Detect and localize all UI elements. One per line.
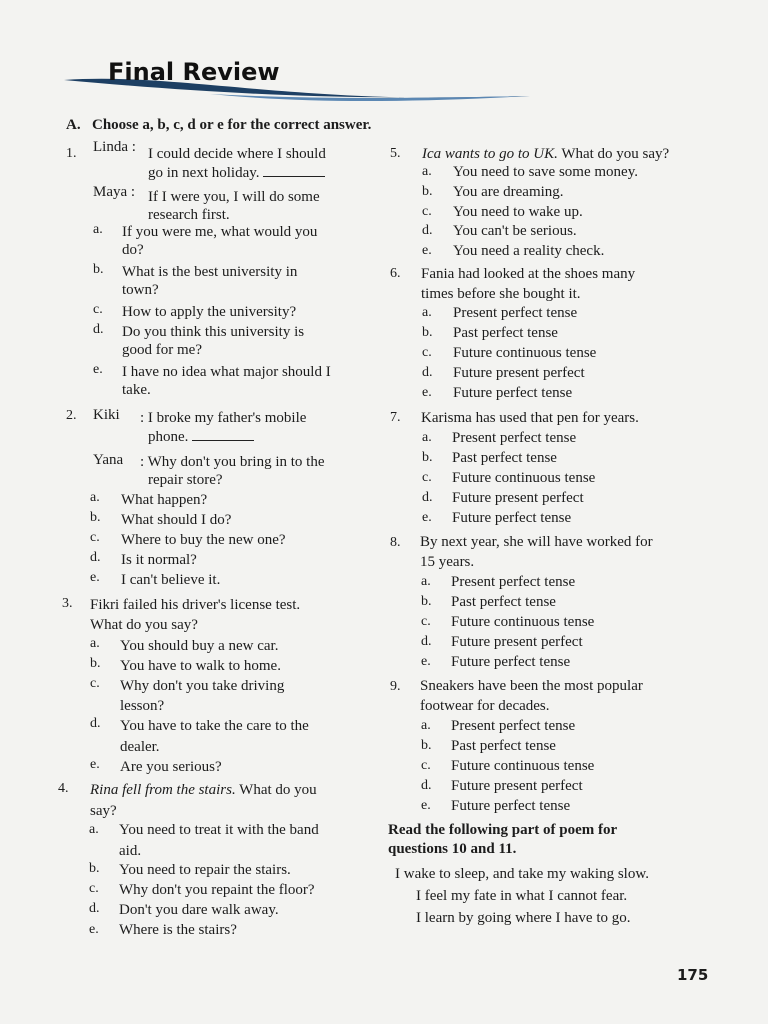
option-letter: a. [90,636,100,651]
dialog-line: research first. [148,207,230,223]
option-letter: a. [421,718,431,733]
option-letter: d. [90,716,101,731]
question-text: 15 years. [420,554,475,570]
option-letter: b. [90,510,101,525]
option-text: Future perfect tense [451,654,571,670]
option-text: Future continuous tense [452,470,596,486]
option-text: Why don't you take driving [120,678,285,694]
dialog-speaker: Linda : [93,139,136,155]
option-letter: e. [422,385,432,400]
option-letter: d. [89,901,100,916]
option-text: Don't you dare walk away. [119,902,279,918]
option-letter: c. [90,530,100,545]
option-text: Present perfect tense [453,305,578,321]
option-letter: e. [90,570,100,585]
option-text: Where to buy the new one? [121,532,286,548]
option-text: You should buy a new car. [120,638,279,654]
option-text: You are dreaming. [453,184,564,200]
option-text: I can't believe it. [121,572,221,588]
option-text: You need to wake up. [453,204,583,220]
option-text: Future continuous tense [453,345,597,361]
option-letter: e. [422,243,432,258]
option-text: What should I do? [121,512,232,528]
option-letter: c. [422,470,432,485]
option-text: You have to take the care to the [120,718,309,734]
option-text: town? [122,282,159,298]
option-letter: d. [421,634,432,649]
option-text: Past perfect tense [453,325,558,341]
option-letter: a. [422,164,432,179]
question-number: 6. [390,266,401,281]
question-text: Sneakers have been the most popular [420,678,643,694]
option-letter: e. [421,798,431,813]
option-letter: c. [422,345,432,360]
dialog-speaker: Yana [93,452,124,468]
option-text: Future present perfect [452,490,584,506]
question-number: 7. [390,410,401,425]
dialog-line: : Why don't you bring in to the [140,454,325,470]
question-number: 2. [66,408,77,423]
option-letter: b. [90,656,101,671]
option-letter: b. [93,262,104,277]
option-text: take. [122,382,151,398]
option-text: You need to repair the stairs. [119,862,291,878]
poem-line: I wake to sleep, and take my waking slow. [395,866,649,882]
option-letter: c. [421,758,431,773]
question-number: 8. [390,535,401,550]
option-letter: e. [89,922,99,937]
option-letter: a. [422,430,432,445]
answer-blank [192,426,254,441]
option-text: Future present perfect [451,778,583,794]
option-letter: b. [422,325,433,340]
option-text: lesson? [120,698,165,714]
option-text: You can't be serious. [453,223,577,239]
dialog-line: : I broke my father's mobile [140,410,307,426]
question-number: 5. [390,146,401,161]
option-text: Future present perfect [451,634,583,650]
option-text: Future perfect tense [453,385,573,401]
option-letter: a. [89,822,99,837]
option-letter: e. [93,362,103,377]
option-letter: a. [90,490,100,505]
dialog-speaker: Maya : [93,184,136,200]
option-letter: d. [93,322,104,337]
answer-blank [263,162,325,177]
option-letter: b. [421,738,432,753]
section-letter: A. [66,117,81,133]
option-text: Is it normal? [121,552,197,568]
option-letter: b. [421,594,432,609]
dialog-speaker: Kiki [93,407,120,423]
option-text: You need to treat it with the band [119,822,319,838]
option-letter: d. [422,365,433,380]
option-letter: e. [422,510,432,525]
option-letter: a. [93,222,103,237]
option-letter: b. [422,450,433,465]
question-text: Rina fell from the stairs. What do you [90,782,317,798]
question-text: Karisma has used that pen for years. [421,410,639,426]
dialog-line: go in next holiday. [148,162,325,183]
option-text: Past perfect tense [451,594,556,610]
option-letter: e. [421,654,431,669]
option-letter: d. [422,490,433,505]
option-text: Present perfect tense [451,574,576,590]
option-text: Future continuous tense [451,758,595,774]
question-text: times before she bought it. [421,286,581,302]
option-letter: d. [422,223,433,238]
poem-heading: questions 10 and 11. [388,841,517,857]
option-text: Future perfect tense [451,798,571,814]
option-text: What happen? [121,492,208,508]
option-text: You need a reality check. [453,243,605,259]
question-text: By next year, she will have worked for [420,534,653,550]
option-text: How to apply the university? [122,304,297,320]
option-letter: e. [90,757,100,772]
option-letter: b. [89,861,100,876]
option-text: Past perfect tense [452,450,557,466]
question-text: What do you say? [90,617,198,633]
option-text: Present perfect tense [451,718,576,734]
question-text: say? [90,803,117,819]
question-number: 4. [58,781,69,796]
option-text: Past perfect tense [451,738,556,754]
option-text: What is the best university in [122,264,298,280]
dialog-line: phone. [148,426,254,447]
question-text: Ica wants to go to UK. What do you say? [422,146,670,162]
poem-heading: Read the following part of poem for [388,822,618,838]
option-letter: c. [93,302,103,317]
section-instruction: Choose a, b, c, d or e for the correct answer. [92,117,372,133]
option-text: Future present perfect [453,365,585,381]
option-text: Future perfect tense [452,510,572,526]
dialog-line: I could decide where I should [148,146,326,162]
option-letter: c. [421,614,431,629]
question-text: footwear for decades. [420,698,550,714]
option-letter: d. [421,778,432,793]
dialog-line: If I were you, I will do some [148,189,320,205]
option-letter: a. [421,574,431,589]
page-number: 175 [677,966,709,984]
option-text: I have no idea what major should I [122,364,331,380]
option-letter: c. [90,676,100,691]
question-number: 1. [66,146,77,161]
question-text: Fania had looked at the shoes many [421,266,636,282]
option-text: Why don't you repaint the floor? [119,882,315,898]
option-letter: d. [90,550,101,565]
poem-line: I feel my fate in what I cannot fear. [416,888,628,904]
dialog-line: repair store? [148,472,223,488]
option-text: If you were me, what would you [122,224,318,240]
option-text: You have to walk to home. [120,658,281,674]
option-letter: a. [422,305,432,320]
option-text: good for me? [122,342,202,358]
option-text: Present perfect tense [452,430,577,446]
option-text: dealer. [120,739,160,755]
question-number: 9. [390,679,401,694]
option-text: Future continuous tense [451,614,595,630]
page-title: Final Review [108,58,280,86]
option-letter: c. [422,204,432,219]
option-text: do? [122,242,144,258]
section-heading [66,117,371,134]
option-text: Do you think this university is [122,324,305,340]
option-letter: b. [422,184,433,199]
option-text: Are you serious? [120,759,222,775]
poem-line: I learn by going where I have to go. [416,910,631,926]
option-text: You need to save some money. [453,164,638,180]
option-text: aid. [119,843,142,859]
option-text: Where is the stairs? [119,922,237,938]
question-number: 3. [62,596,73,611]
question-text: Fikri failed his driver's license test. [90,597,301,613]
option-letter: c. [89,881,99,896]
